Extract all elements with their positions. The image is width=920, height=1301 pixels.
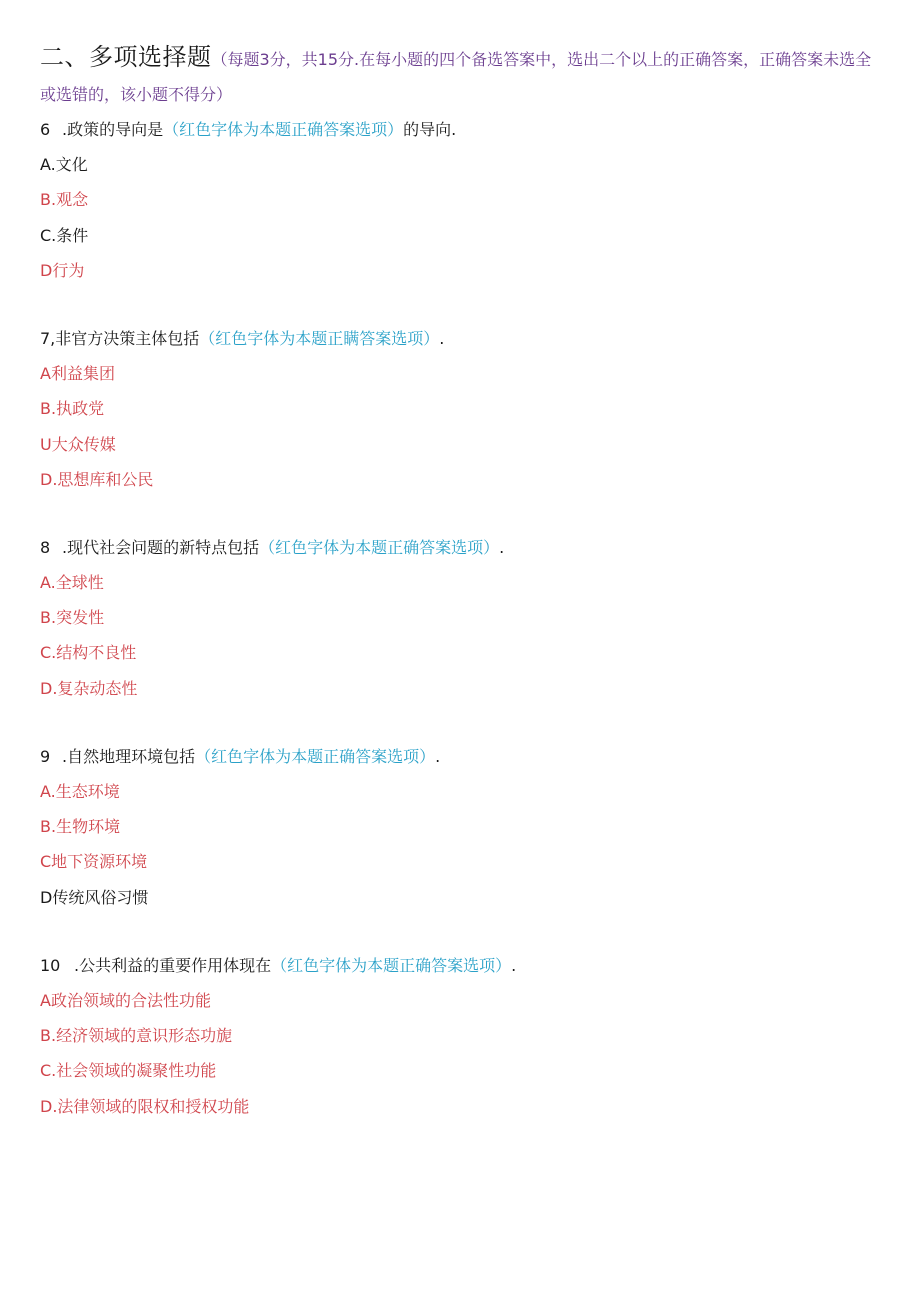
question-stem [40, 739, 885, 774]
spacer [40, 706, 885, 739]
stem-text: .自然地理环境包括 [62, 746, 196, 766]
question-6 [40, 112, 885, 288]
question-number: 6 [40, 120, 51, 139]
question-stem [40, 530, 885, 565]
option-d: D.复杂动态性 [40, 678, 138, 698]
option-b: B.经济领域的意识形态功旎 [40, 1026, 233, 1046]
option-a: A利益集团 [40, 364, 115, 384]
document-page [40, 40, 885, 1124]
option-a: A政治领域的合法性功能 [40, 990, 211, 1010]
question-number: 8 [40, 537, 51, 557]
option-c: C地下资源环境 [40, 852, 148, 872]
stem-text-end: . [511, 955, 517, 975]
section-note: （每题3分，共15分.在每小题的四个备选答案中，选出二个以上的正确答案，正确答案未选全或选错的，该小题不得分） [40, 50, 872, 104]
stem-text-end: 的导向. [403, 120, 457, 139]
option-c: C.社会领域的凝聚性功能 [40, 1061, 217, 1081]
stem-text: 非官方决策主体包括 [55, 328, 200, 348]
stem-text: .公共利益的重要作用体现在 [74, 955, 272, 975]
option-a: A.文化 [40, 155, 88, 175]
question-stem [40, 112, 885, 147]
option-c: U大众传媒 [40, 434, 116, 454]
question-stem [40, 321, 885, 356]
stem-text-end: . [439, 328, 445, 348]
question-9 [40, 739, 885, 915]
section-header [40, 40, 885, 112]
option-d: D行为 [40, 260, 85, 280]
stem-text: .政策的导向是 [62, 120, 164, 139]
answer-hint: （红色字体为本题正瞒答案选项） [199, 328, 440, 348]
question-number: 9 [40, 746, 51, 766]
option-d: D.思想库和公民 [40, 469, 154, 489]
option-d: D.法律领域的限权和授权功能 [40, 1096, 250, 1116]
question-number: 10 [40, 955, 61, 975]
question-number: 7, [40, 328, 56, 348]
answer-hint: （红色字体为本题正确答案选项） [259, 537, 500, 557]
stem-text: .现代社会问题的新特点包括 [62, 537, 260, 557]
option-b: B.执政党 [40, 399, 105, 419]
stem-text-end: . [435, 746, 441, 766]
option-a: A.全球性 [40, 573, 104, 593]
option-d: D传统风俗习惯 [40, 887, 149, 907]
section-title: 二、多项选择题 [40, 43, 212, 71]
spacer [40, 288, 885, 321]
stem-text-end: . [499, 537, 505, 557]
option-b: B.突发性 [40, 608, 105, 628]
question-stem [40, 948, 885, 983]
answer-hint: （红色字体为本题正确答案选项） [163, 120, 404, 139]
answer-hint: （红色字体为本题正确答案选项） [271, 955, 512, 975]
question-10 [40, 948, 885, 1124]
option-a: A.生态环境 [40, 782, 120, 801]
option-b: B.生物环境 [40, 817, 121, 837]
spacer [40, 915, 885, 948]
question-7 [40, 321, 885, 497]
option-c: C.结构不良性 [40, 643, 137, 663]
option-b: B.观念 [40, 190, 89, 210]
answer-hint: （红色字体为本题正确答案选项） [195, 746, 436, 766]
option-c: C.条件 [40, 225, 89, 245]
spacer [40, 497, 885, 530]
question-8 [40, 530, 885, 706]
